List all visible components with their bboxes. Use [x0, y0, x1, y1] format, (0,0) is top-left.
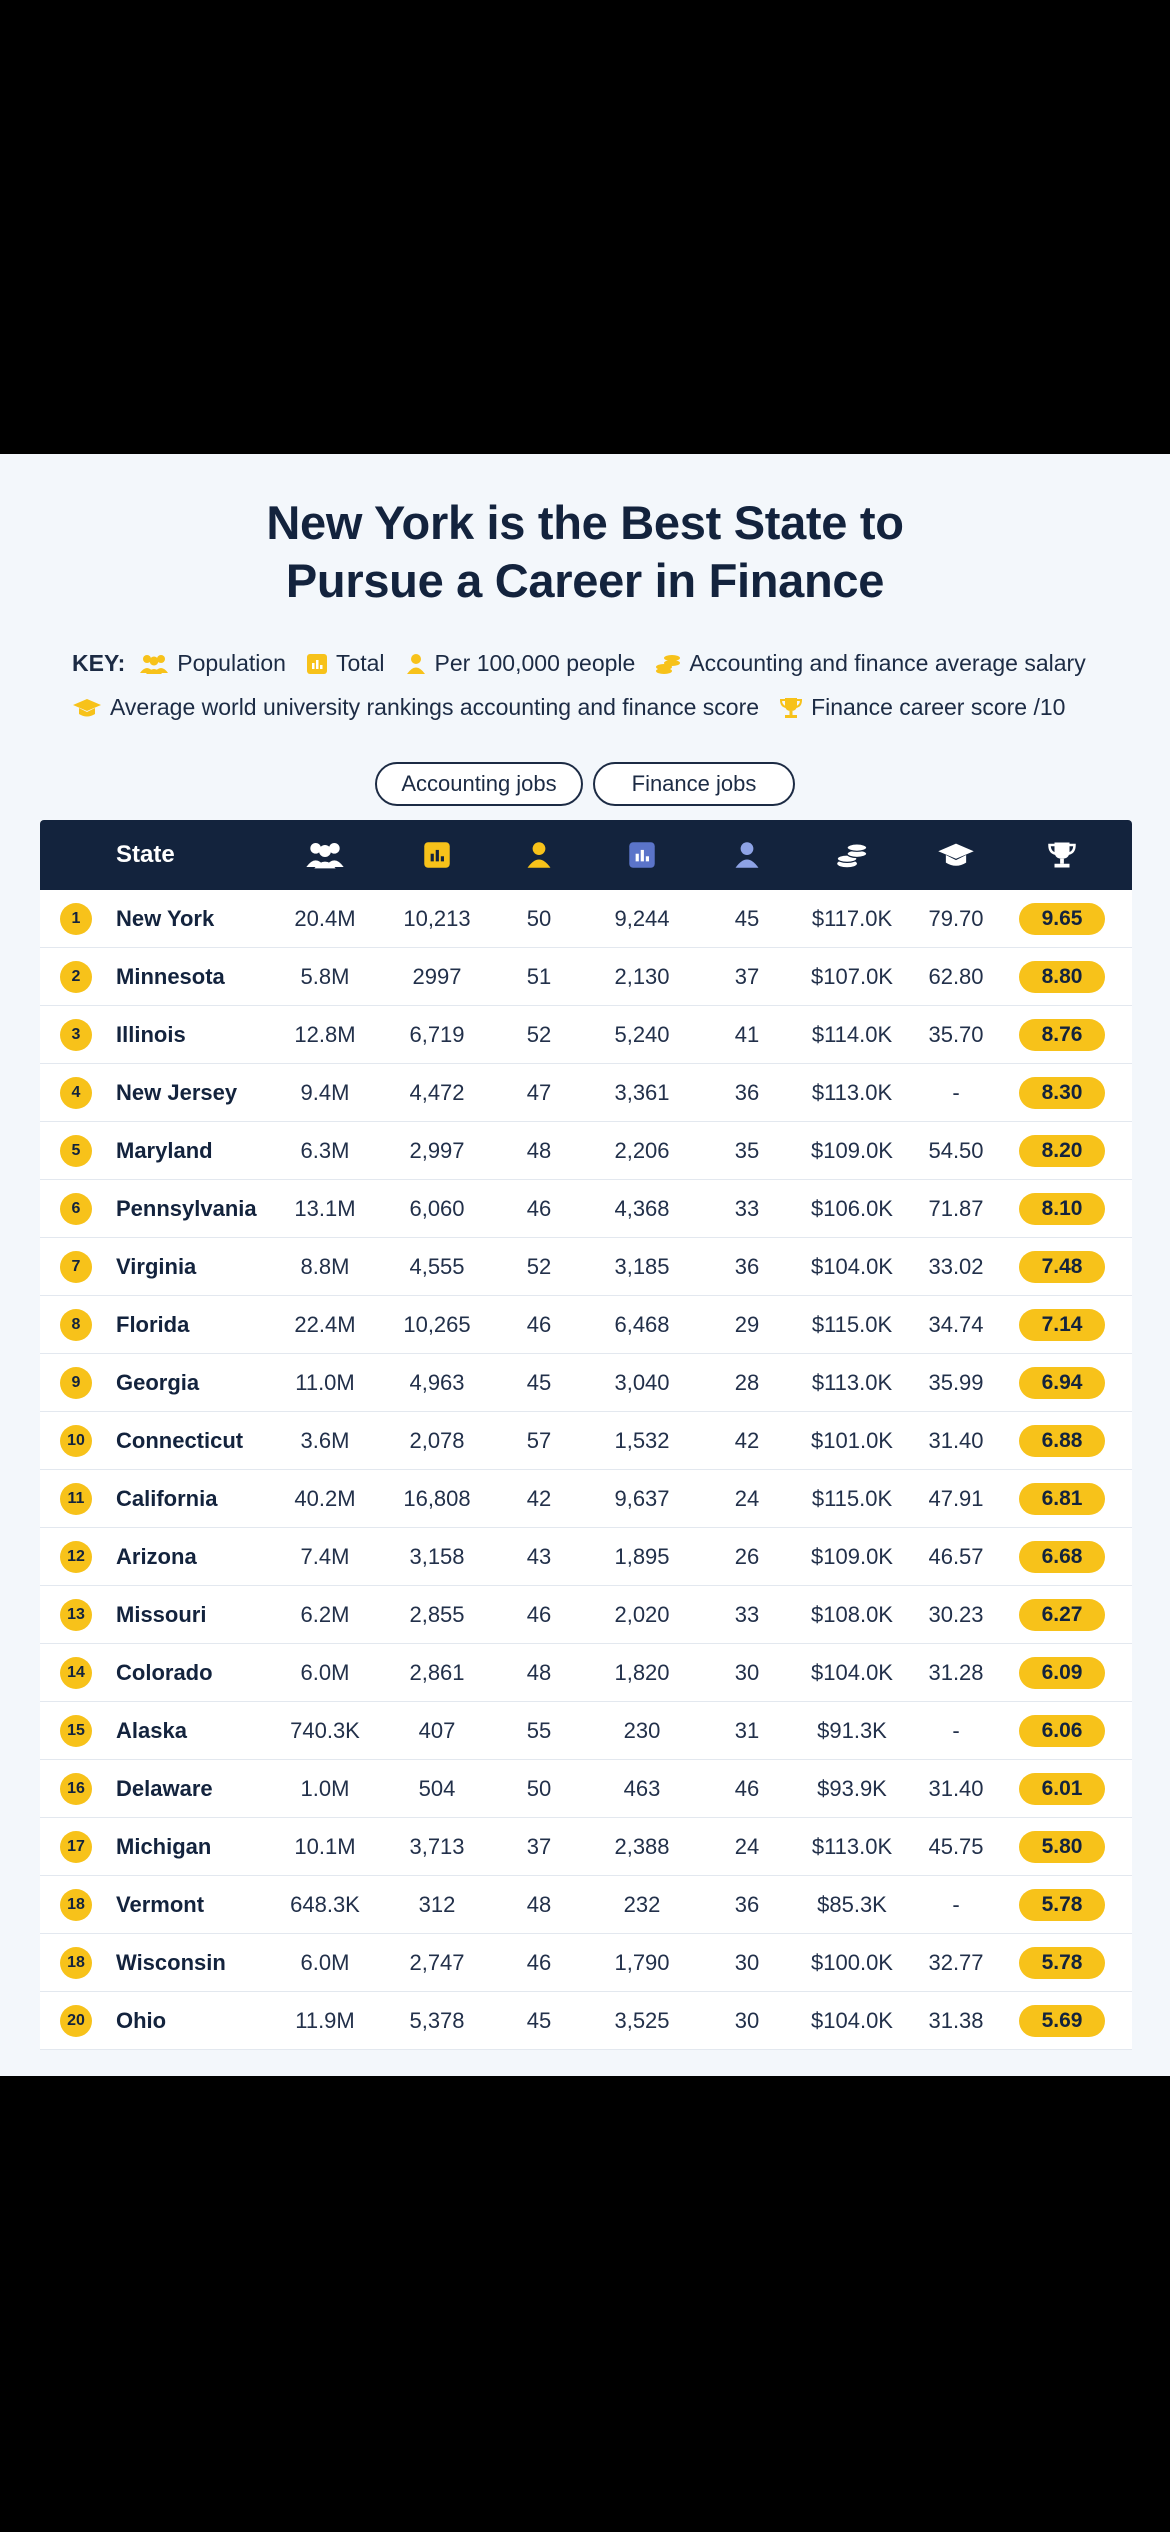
finance-career-score: 5.78: [1019, 1947, 1105, 1979]
finance-total-value: 9,637: [614, 1485, 670, 1511]
accounting-per-capita-value: 50: [526, 905, 552, 931]
state-column-header: State: [116, 841, 175, 868]
state-name: Ohio: [116, 2007, 167, 2033]
population-value: 20.4M: [294, 905, 356, 931]
trophy-icon: [779, 696, 803, 720]
rank-badge: 20: [60, 2005, 92, 2037]
finance-career-score: 6.01: [1019, 1773, 1105, 1805]
tab-accounting-jobs[interactable]: Accounting jobs: [375, 762, 583, 806]
population-value: 7.4M: [300, 1543, 350, 1569]
accounting-per-capita-column-header: [499, 820, 579, 890]
accounting-total-value: 4,555: [409, 1253, 465, 1279]
population-value: 9.4M: [300, 1079, 350, 1105]
finance-per-capita-value: 24: [734, 1833, 760, 1859]
accounting-total-value: 312: [418, 1891, 456, 1917]
finance-career-score: 8.30: [1019, 1077, 1105, 1109]
table-row: [40, 1818, 1132, 1876]
table-body: [40, 890, 1132, 2050]
finance-total-column-header: [602, 820, 682, 890]
key-item-population: [139, 650, 286, 677]
table-row: [40, 1180, 1132, 1238]
table-row: [40, 1644, 1132, 1702]
finance-per-capita-column-header: [707, 820, 787, 890]
rank-badge: 16: [60, 1773, 92, 1805]
accounting-total-value: 2,997: [409, 1137, 465, 1163]
university-score-value: 35.99: [928, 1369, 984, 1395]
population-value: 6.2M: [300, 1601, 350, 1627]
table-header: [40, 820, 1132, 890]
accounting-per-capita-value: 52: [526, 1253, 552, 1279]
trophy-icon: [1047, 840, 1077, 870]
finance-total-value: 3,040: [614, 1369, 670, 1395]
finance-career-score: 6.88: [1019, 1425, 1105, 1457]
finance-career-score: 9.65: [1019, 903, 1105, 935]
university-score-value: 46.57: [928, 1543, 984, 1569]
rank-badge: 5: [60, 1135, 92, 1167]
total-icon: [306, 653, 328, 675]
finance-per-capita-value: 29: [734, 1311, 760, 1337]
accounting-total-value: 2,078: [409, 1427, 465, 1453]
accounting-total-value: 407: [418, 1717, 456, 1743]
population-value: 10.1M: [294, 1833, 356, 1859]
finance-total-value: 1,820: [614, 1659, 670, 1685]
state-name: Alaska: [116, 1717, 187, 1743]
accounting-per-capita-value: 52: [526, 1021, 552, 1047]
salary-value: $100.0K: [811, 1949, 893, 1975]
population-value: 11.0M: [295, 1369, 355, 1395]
table-row: [40, 1760, 1132, 1818]
rank-badge: 13: [60, 1599, 92, 1631]
university-icon: [72, 697, 102, 719]
university-icon: [937, 841, 975, 869]
accounting-total-value: 2,747: [409, 1949, 465, 1975]
salary-value: $93.9K: [817, 1775, 887, 1801]
table-row: [40, 1006, 1132, 1064]
rank-badge: 2: [60, 961, 92, 993]
finance-total-value: 1,895: [614, 1543, 670, 1569]
university-score-value: 33.02: [928, 1253, 984, 1279]
accounting-per-capita-value: 50: [526, 1775, 552, 1801]
university-score-value: 45.75: [928, 1833, 984, 1859]
table-row: [40, 1122, 1132, 1180]
salary-icon: [655, 652, 681, 676]
finance-per-capita-icon: [733, 841, 761, 869]
key-item-university: [72, 694, 759, 721]
finance-career-score: 6.27: [1019, 1599, 1105, 1631]
finance-total-value: 9,244: [614, 905, 670, 931]
accounting-per-capita-value: 48: [526, 1891, 552, 1917]
key-legend-row-1: [72, 650, 1102, 677]
state-name: Missouri: [116, 1601, 207, 1627]
salary-value: $91.3K: [817, 1717, 887, 1743]
accounting-per-capita-value: 43: [526, 1543, 552, 1569]
state-name: Delaware: [116, 1775, 213, 1801]
salary-value: $108.0K: [811, 1601, 893, 1627]
state-name: New Jersey: [116, 1079, 238, 1105]
finance-per-capita-value: 36: [734, 1891, 760, 1917]
state-name: Pennsylvania: [116, 1195, 257, 1221]
state-name: Illinois: [116, 1021, 186, 1047]
rank-badge: 9: [60, 1367, 92, 1399]
finance-per-capita-value: 30: [734, 1949, 760, 1975]
score-column-header: [1022, 820, 1102, 890]
key-item-salary: [655, 650, 1085, 677]
finance-per-capita-value: 37: [734, 963, 760, 989]
salary-icon: [836, 840, 868, 870]
finance-career-score: 8.80: [1019, 961, 1105, 993]
key-legend-row-2: [72, 694, 1102, 721]
accounting-per-capita-value: 57: [526, 1427, 552, 1453]
accounting-total-value: 5,378: [409, 2007, 465, 2033]
accounting-total-value: 2,855: [409, 1601, 465, 1627]
key-item-label: Per 100,000 people: [434, 650, 636, 676]
key-item-label: Finance career score /10: [811, 694, 1066, 720]
university-score-value: 31.40: [928, 1775, 984, 1801]
rankings-table: [40, 820, 1132, 2050]
salary-value: $106.0K: [811, 1195, 893, 1221]
population-value: 1.0M: [300, 1775, 350, 1801]
accounting-per-capita-value: 37: [526, 1833, 552, 1859]
table-row: [40, 1470, 1132, 1528]
university-score-value: -: [952, 1891, 960, 1917]
population-column-header: [285, 820, 365, 890]
finance-total-value: 1,790: [614, 1949, 670, 1975]
university-score-value: 31.38: [928, 2007, 984, 2033]
finance-per-capita-value: 26: [734, 1543, 760, 1569]
population-value: 740.3K: [290, 1717, 360, 1743]
finance-per-capita-value: 36: [734, 1253, 760, 1279]
salary-value: $109.0K: [811, 1137, 893, 1163]
table-row: [40, 1934, 1132, 1992]
finance-career-score: 5.78: [1019, 1889, 1105, 1921]
state-name: Colorado: [116, 1659, 213, 1685]
accounting-total-value: 4,963: [409, 1369, 465, 1395]
table-row: [40, 1354, 1132, 1412]
accounting-per-capita-value: 55: [526, 1717, 552, 1743]
finance-per-capita-value: 33: [734, 1601, 760, 1627]
tab-finance-jobs[interactable]: Finance jobs: [593, 762, 795, 806]
rank-badge: 14: [60, 1657, 92, 1689]
finance-total-value: 232: [623, 1891, 661, 1917]
salary-column-header: [812, 820, 892, 890]
finance-total-value: 2,130: [614, 963, 670, 989]
accounting-per-capita-value: 46: [526, 1195, 552, 1221]
university-score-value: 30.23: [928, 1601, 984, 1627]
finance-per-capita-value: 42: [734, 1427, 760, 1453]
university-score-value: 47.91: [928, 1485, 984, 1511]
finance-career-score: 7.48: [1019, 1251, 1105, 1283]
state-name: Connecticut: [116, 1427, 244, 1453]
state-name: Wisconsin: [116, 1949, 226, 1975]
table-row: [40, 1528, 1132, 1586]
salary-value: $115.0K: [811, 1311, 893, 1337]
salary-value: $101.0K: [811, 1427, 893, 1453]
university-score-value: 31.28: [928, 1659, 984, 1685]
population-value: 11.9M: [295, 2007, 355, 2033]
population-value: 6.3M: [300, 1137, 350, 1163]
key-item-total: [306, 650, 385, 677]
university-score-value: 54.50: [928, 1137, 984, 1163]
finance-total-value: 4,368: [614, 1195, 670, 1221]
finance-career-score: 5.69: [1019, 2005, 1105, 2037]
infographic-card: [0, 454, 1170, 2076]
title-line-1: New York is the Best State to: [266, 496, 904, 549]
university-score-value: 62.80: [928, 963, 984, 989]
state-name: Arizona: [116, 1543, 197, 1569]
state-name: New York: [116, 905, 215, 931]
salary-value: $109.0K: [811, 1543, 893, 1569]
population-value: 6.0M: [300, 1659, 350, 1685]
salary-value: $113.0K: [811, 1079, 893, 1105]
population-value: 22.4M: [294, 1311, 356, 1337]
finance-per-capita-value: 30: [734, 1659, 760, 1685]
salary-value: $85.3K: [817, 1891, 887, 1917]
finance-total-icon: [628, 841, 656, 869]
accounting-per-capita-value: 42: [526, 1485, 552, 1511]
finance-per-capita-value: 28: [734, 1369, 760, 1395]
accounting-total-value: 3,158: [409, 1543, 465, 1569]
table-row: [40, 948, 1132, 1006]
accounting-per-capita-value: 45: [526, 2007, 552, 2033]
accounting-per-capita-value: 46: [526, 1601, 552, 1627]
finance-total-value: 3,525: [614, 2007, 670, 2033]
finance-career-score: 7.14: [1019, 1309, 1105, 1341]
university-score-value: 79.70: [928, 905, 984, 931]
table-row: [40, 1412, 1132, 1470]
population-value: 648.3K: [290, 1891, 360, 1917]
finance-total-value: 3,361: [614, 1079, 670, 1105]
population-value: 40.2M: [294, 1485, 356, 1511]
university-score-value: 71.87: [928, 1195, 984, 1221]
finance-career-score: 5.80: [1019, 1831, 1105, 1863]
finance-total-value: 230: [623, 1717, 661, 1743]
key-item-label: Total: [335, 650, 385, 676]
accounting-total-icon: [423, 841, 451, 869]
rank-badge: 8: [60, 1309, 92, 1341]
finance-per-capita-value: 31: [734, 1717, 760, 1743]
university-score-value: 34.74: [928, 1311, 984, 1337]
key-item-per-capita: [405, 650, 636, 677]
finance-career-score: 8.10: [1019, 1193, 1105, 1225]
finance-career-score: 6.68: [1019, 1541, 1105, 1573]
rank-badge: 10: [60, 1425, 92, 1457]
table-row: [40, 1876, 1132, 1934]
key-item-trophy: [779, 694, 1065, 721]
state-name: Michigan: [116, 1833, 212, 1859]
rank-badge: 18: [60, 1947, 92, 1979]
key-item-label: Accounting and finance average salary: [689, 650, 1086, 676]
university-score-value: 35.70: [928, 1021, 984, 1047]
rank-badge: 7: [60, 1251, 92, 1283]
finance-total-value: 1,532: [614, 1427, 670, 1453]
key-item-label: Average world university rankings accounting and finance score: [110, 694, 760, 720]
finance-career-score: 6.81: [1019, 1483, 1105, 1515]
accounting-total-value: 4,472: [409, 1079, 465, 1105]
finance-total-value: 2,020: [614, 1601, 670, 1627]
finance-per-capita-value: 35: [734, 1137, 760, 1163]
accounting-per-capita-value: 47: [526, 1079, 552, 1105]
population-value: 3.6M: [300, 1427, 350, 1453]
table-row: [40, 1702, 1132, 1760]
accounting-total-value: 16,808: [403, 1485, 471, 1511]
accounting-total-value: 10,265: [403, 1311, 471, 1337]
state-name: Maryland: [116, 1137, 213, 1163]
accounting-per-capita-value: 48: [526, 1137, 552, 1163]
population-icon: [305, 840, 345, 870]
salary-value: $104.0K: [811, 1253, 893, 1279]
population-value: 12.8M: [294, 1021, 356, 1047]
state-name: Virginia: [116, 1253, 197, 1279]
population-value: 6.0M: [300, 1949, 350, 1975]
finance-total-value: 2,206: [614, 1137, 670, 1163]
accounting-total-value: 10,213: [403, 905, 471, 931]
salary-value: $104.0K: [811, 2007, 893, 2033]
state-name: Georgia: [116, 1369, 200, 1395]
key-item-label: Population: [177, 650, 286, 676]
university-score-value: 32.77: [928, 1949, 984, 1975]
salary-value: $114.0K: [811, 1021, 893, 1047]
state-name: Minnesota: [116, 963, 225, 989]
accounting-total-value: 2997: [412, 963, 462, 989]
state-name: California: [116, 1485, 218, 1511]
rank-badge: 1: [60, 903, 92, 935]
accounting-total-value: 3,713: [409, 1833, 465, 1859]
finance-per-capita-value: 45: [734, 905, 760, 931]
table-row: [40, 890, 1132, 948]
finance-total-value: 6,468: [614, 1311, 670, 1337]
table-row: [40, 1586, 1132, 1644]
finance-total-value: 2,388: [614, 1833, 670, 1859]
accounting-per-capita-icon: [525, 841, 553, 869]
accounting-per-capita-value: 48: [526, 1659, 552, 1685]
salary-value: $107.0K: [811, 963, 893, 989]
salary-value: $104.0K: [811, 1659, 893, 1685]
key-label: KEY:: [72, 650, 126, 676]
rank-badge: 18: [60, 1889, 92, 1921]
page-title: [0, 494, 1170, 610]
accounting-total-value: 6,060: [409, 1195, 465, 1221]
accounting-total-value: 6,719: [409, 1021, 465, 1047]
population-value: 5.8M: [300, 963, 350, 989]
accounting-total-value: 504: [418, 1775, 456, 1801]
population-value: 13.1M: [294, 1195, 356, 1221]
salary-value: $117.0K: [811, 905, 893, 931]
rank-badge: 12: [60, 1541, 92, 1573]
finance-per-capita-value: 36: [734, 1079, 760, 1105]
population-value: 8.8M: [300, 1253, 350, 1279]
salary-value: $115.0K: [811, 1485, 893, 1511]
rank-badge: 6: [60, 1193, 92, 1225]
finance-career-score: 8.20: [1019, 1135, 1105, 1167]
population-icon: [139, 653, 169, 675]
university-score-value: -: [952, 1717, 960, 1743]
accounting-total-value: 2,861: [409, 1659, 465, 1685]
finance-career-score: 8.76: [1019, 1019, 1105, 1051]
table-row: [40, 1992, 1132, 2050]
finance-per-capita-value: 41: [734, 1021, 760, 1047]
accounting-per-capita-value: 45: [526, 1369, 552, 1395]
finance-total-value: 463: [623, 1775, 661, 1801]
state-name: Florida: [116, 1311, 190, 1337]
state-name: Vermont: [116, 1891, 205, 1917]
accounting-per-capita-value: 46: [526, 1949, 552, 1975]
rank-badge: 3: [60, 1019, 92, 1051]
finance-per-capita-value: 30: [734, 2007, 760, 2033]
finance-career-score: 6.06: [1019, 1715, 1105, 1747]
salary-value: $113.0K: [811, 1369, 893, 1395]
finance-career-score: 6.94: [1019, 1367, 1105, 1399]
finance-per-capita-value: 33: [734, 1195, 760, 1221]
job-type-tabs: [0, 762, 1170, 806]
table-row: [40, 1238, 1132, 1296]
title-line-2: Pursue a Career in Finance: [285, 554, 885, 607]
salary-value: $113.0K: [811, 1833, 893, 1859]
table-row: [40, 1064, 1132, 1122]
university-score-value: -: [952, 1079, 960, 1105]
rank-badge: 15: [60, 1715, 92, 1747]
rank-badge: 11: [60, 1483, 92, 1515]
finance-per-capita-value: 46: [734, 1775, 760, 1801]
university-column-header: [916, 820, 996, 890]
accounting-per-capita-value: 51: [526, 963, 552, 989]
per-capita-icon: [405, 653, 427, 675]
university-score-value: 31.40: [928, 1427, 984, 1453]
rank-badge: 4: [60, 1077, 92, 1109]
finance-total-value: 5,240: [614, 1021, 670, 1047]
accounting-per-capita-value: 46: [526, 1311, 552, 1337]
finance-per-capita-value: 24: [734, 1485, 760, 1511]
finance-total-value: 3,185: [614, 1253, 670, 1279]
accounting-total-column-header: [397, 820, 477, 890]
table-row: [40, 1296, 1132, 1354]
finance-career-score: 6.09: [1019, 1657, 1105, 1689]
rank-badge: 17: [60, 1831, 92, 1863]
